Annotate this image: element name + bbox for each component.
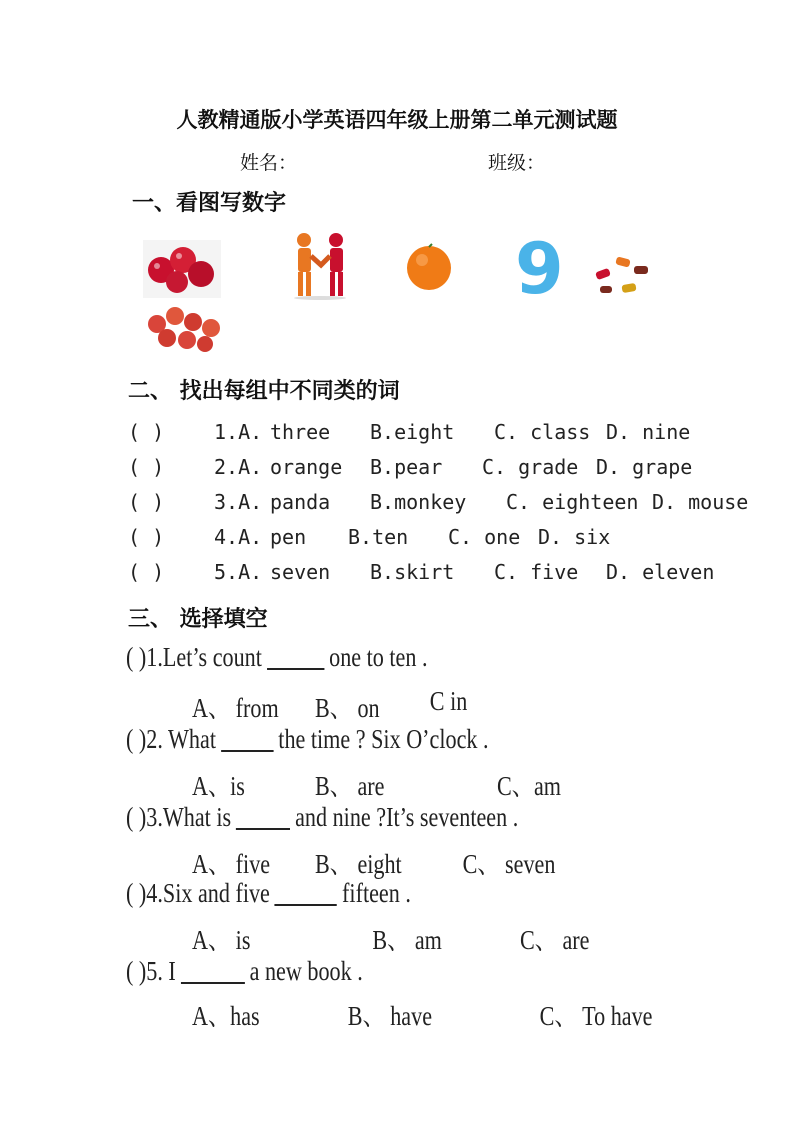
section2-item-1: ( ) 1.A. three B.eight C. class D. nine bbox=[128, 420, 691, 444]
section2-item-4: ( ) 4.A. pen B.ten C. one D. six bbox=[128, 525, 611, 549]
fill-blank[interactable] bbox=[267, 667, 324, 670]
apples-group-icon bbox=[143, 304, 225, 354]
fill-blank[interactable] bbox=[181, 981, 245, 984]
answer-paren[interactable]: ( ) bbox=[126, 956, 147, 986]
section3-options-3: A、 five B、 eight C、 seven bbox=[192, 849, 556, 879]
svg-text:9: 9 bbox=[515, 228, 564, 310]
section3-options-2: A、is B、 are C、am bbox=[192, 771, 561, 801]
fill-blank[interactable] bbox=[221, 749, 273, 752]
section3-heading: 三、 选择填空 bbox=[128, 606, 268, 632]
section3-question-5: ( )5. I a new book . bbox=[126, 956, 363, 986]
candies-picture-icon bbox=[592, 252, 658, 298]
section3-question-2: ( )2. What the time ? Six O’clock . bbox=[126, 724, 489, 754]
section3-question-3: ( )3.What is and nine ?It’s seventeen . bbox=[126, 802, 519, 832]
orange-picture-icon bbox=[404, 240, 454, 292]
answer-paren[interactable]: ( ) bbox=[126, 878, 147, 908]
answer-paren[interactable]: ( ) bbox=[126, 724, 147, 754]
section1-heading: 一、看图写数字 bbox=[132, 190, 287, 216]
section3-question-1: ( )1.Let’s count one to ten . bbox=[126, 642, 428, 672]
answer-paren[interactable]: ( ) bbox=[128, 525, 165, 549]
answer-paren[interactable]: ( ) bbox=[128, 420, 165, 444]
answer-paren[interactable]: ( ) bbox=[128, 455, 165, 479]
section3-options-5: A、has B、 have C、 To have bbox=[192, 1001, 653, 1031]
answer-paren[interactable]: ( ) bbox=[128, 560, 165, 584]
class-label: 班级： bbox=[488, 152, 546, 174]
answer-paren[interactable]: ( ) bbox=[126, 642, 147, 672]
fill-blank[interactable] bbox=[275, 903, 337, 906]
two-people-handshake-icon bbox=[292, 232, 350, 300]
section2-heading: 二、 找出每组中不同类的词 bbox=[128, 378, 400, 404]
name-label: 姓名： bbox=[240, 152, 298, 174]
answer-paren[interactable]: ( ) bbox=[128, 490, 165, 514]
fill-blank[interactable] bbox=[236, 827, 290, 830]
apples-picture-icon bbox=[143, 240, 221, 298]
number-nine-icon bbox=[515, 228, 565, 310]
page-title: 人教精通版小学英语四年级上册第二单元测试题 bbox=[176, 107, 618, 132]
answer-paren[interactable]: ( ) bbox=[126, 802, 147, 832]
section2-item-5: ( ) 5.A. seven B.skirt C. five D. eleven bbox=[128, 560, 715, 584]
section2-item-3: ( ) 3.A. panda B.monkey C. eighteen D. mouse bbox=[128, 490, 749, 514]
section3-question-4: ( )4.Six and five fifteen . bbox=[126, 878, 411, 908]
section3-options-4: A、 is B、 am C、 are bbox=[192, 925, 590, 955]
section2-item-2: ( ) 2.A. orange B.pear C. grade D. grape bbox=[128, 455, 693, 479]
section3-options-1: A、 from B、 on C in bbox=[192, 686, 468, 723]
